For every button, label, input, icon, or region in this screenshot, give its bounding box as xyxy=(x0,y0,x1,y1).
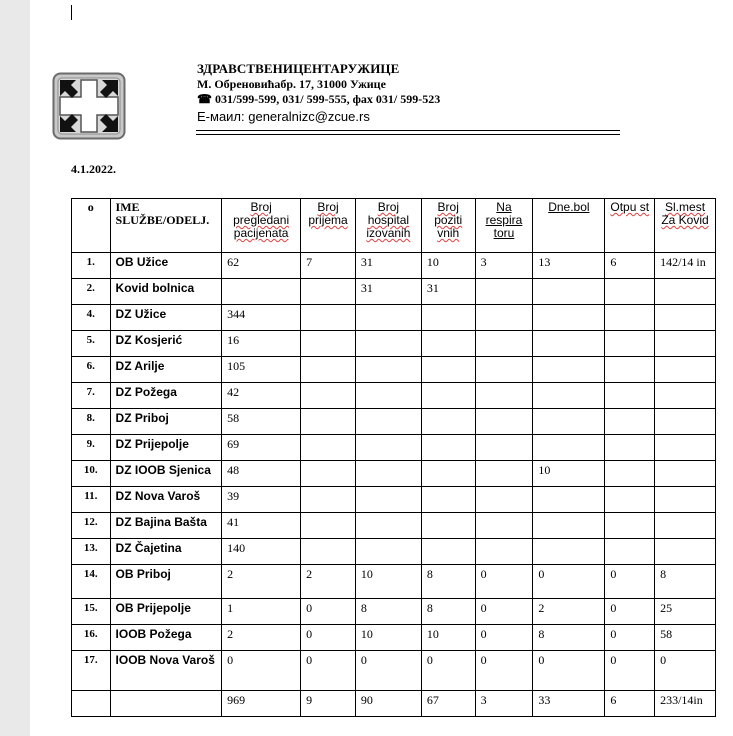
value-cell: 31 xyxy=(355,253,421,279)
department-name-cell: IOOB Nova Varoš xyxy=(110,651,222,691)
header-cell: o xyxy=(72,199,111,253)
value-cell xyxy=(533,383,605,409)
value-cell: 3 xyxy=(475,253,533,279)
header-cell: Broj prijema xyxy=(301,199,356,253)
value-cell xyxy=(301,487,356,513)
value-cell: 0 xyxy=(605,625,655,651)
report-table xyxy=(71,198,716,717)
value-cell: 142/14 in xyxy=(655,253,716,279)
table-row xyxy=(72,409,716,435)
row-number-cell: 13. xyxy=(72,539,111,565)
value-cell xyxy=(475,279,533,305)
value-cell xyxy=(421,305,475,331)
value-cell xyxy=(655,461,716,487)
row-number-cell: 2. xyxy=(72,279,111,305)
header-cell: Broj poziti vnih xyxy=(421,199,475,253)
value-cell: 3 xyxy=(475,691,533,717)
value-cell xyxy=(533,539,605,565)
department-name-cell: DZ Prijepolje xyxy=(110,435,222,461)
value-cell xyxy=(301,409,356,435)
department-name-cell: DZ Nova Varoš xyxy=(110,487,222,513)
value-cell xyxy=(355,331,421,357)
value-cell xyxy=(355,357,421,383)
value-cell: 48 xyxy=(222,461,301,487)
header-cell: Sl.mest Za Kovid xyxy=(655,199,716,253)
value-cell xyxy=(605,357,655,383)
value-cell xyxy=(605,435,655,461)
table-row xyxy=(72,565,716,599)
row-number-cell: 17. xyxy=(72,651,111,691)
value-cell: 0 xyxy=(475,651,533,691)
value-cell xyxy=(355,383,421,409)
row-number-cell: 12. xyxy=(72,513,111,539)
value-cell xyxy=(475,383,533,409)
department-name-cell: OB Prijepolje xyxy=(110,599,222,625)
table-row xyxy=(72,331,716,357)
table-row xyxy=(72,513,716,539)
value-cell xyxy=(421,461,475,487)
value-cell xyxy=(655,539,716,565)
value-cell: 10 xyxy=(533,461,605,487)
row-number-cell: 15. xyxy=(72,599,111,625)
value-cell: 39 xyxy=(222,487,301,513)
header-cell: Broj pregledani pacijenata xyxy=(222,199,301,253)
value-cell: 8 xyxy=(533,625,605,651)
report-date: 4.1.2022. xyxy=(71,162,116,176)
header-cell: Na respira toru xyxy=(475,199,533,253)
header-cell: Otpu st xyxy=(605,199,655,253)
header-rule xyxy=(196,130,620,131)
value-cell xyxy=(301,279,356,305)
row-number-cell: 4. xyxy=(72,305,111,331)
table-row xyxy=(72,487,716,513)
value-cell: 58 xyxy=(222,409,301,435)
value-cell: 0 xyxy=(475,565,533,599)
value-cell: 8 xyxy=(655,565,716,599)
value-cell xyxy=(655,409,716,435)
row-number-cell: 11. xyxy=(72,487,111,513)
value-cell: 16 xyxy=(222,331,301,357)
value-cell xyxy=(421,513,475,539)
value-cell: 1 xyxy=(222,599,301,625)
table-row xyxy=(72,435,716,461)
value-cell xyxy=(533,279,605,305)
text-cursor xyxy=(71,5,72,20)
value-cell: 0 xyxy=(605,651,655,691)
value-cell: 10 xyxy=(421,253,475,279)
value-cell: 0 xyxy=(655,651,716,691)
institution-email: Е-маил: generalnizc@zcue.rs xyxy=(197,109,370,124)
value-cell: 233/14in xyxy=(655,691,716,717)
value-cell xyxy=(605,383,655,409)
department-name-cell: IOOB Požega xyxy=(110,625,222,651)
value-cell: 10 xyxy=(355,625,421,651)
value-cell xyxy=(533,409,605,435)
department-name-cell: DZ IOOB Sjenica xyxy=(110,461,222,487)
table-header-row xyxy=(72,199,716,253)
value-cell xyxy=(655,383,716,409)
row-number-cell: 8. xyxy=(72,409,111,435)
table-row xyxy=(72,383,716,409)
department-name-cell: DZ Kosjerić xyxy=(110,331,222,357)
value-cell: 62 xyxy=(222,253,301,279)
table-row xyxy=(72,461,716,487)
row-number-cell: 1. xyxy=(72,253,111,279)
value-cell: 0 xyxy=(605,599,655,625)
value-cell: 0 xyxy=(605,565,655,599)
value-cell: 0 xyxy=(475,625,533,651)
value-cell xyxy=(605,487,655,513)
value-cell xyxy=(605,513,655,539)
value-cell xyxy=(475,357,533,383)
value-cell: 10 xyxy=(355,565,421,599)
department-name-cell: DZ Priboj xyxy=(110,409,222,435)
value-cell xyxy=(301,331,356,357)
value-cell xyxy=(533,513,605,539)
value-cell xyxy=(301,383,356,409)
value-cell: 25 xyxy=(655,599,716,625)
value-cell: 0 xyxy=(301,599,356,625)
value-cell: 0 xyxy=(355,651,421,691)
value-cell: 6 xyxy=(605,253,655,279)
department-name-cell: DZ Požega xyxy=(110,383,222,409)
row-number-cell: 14. xyxy=(72,565,111,599)
value-cell xyxy=(421,357,475,383)
value-cell: 8 xyxy=(421,565,475,599)
value-cell: 90 xyxy=(355,691,421,717)
department-name-cell xyxy=(110,691,222,717)
value-cell xyxy=(421,435,475,461)
value-cell: 9 xyxy=(301,691,356,717)
header-cell: IME SLUŽBE/ODELJ. xyxy=(110,199,222,253)
table-row xyxy=(72,539,716,565)
value-cell xyxy=(533,357,605,383)
table-row xyxy=(72,599,716,625)
value-cell xyxy=(655,513,716,539)
value-cell: 2 xyxy=(222,565,301,599)
value-cell: 67 xyxy=(421,691,475,717)
value-cell: 10 xyxy=(421,625,475,651)
value-cell: 344 xyxy=(222,305,301,331)
value-cell: 2 xyxy=(301,565,356,599)
value-cell xyxy=(533,435,605,461)
value-cell xyxy=(655,305,716,331)
value-cell xyxy=(533,331,605,357)
table-row xyxy=(72,625,716,651)
value-cell xyxy=(475,305,533,331)
value-cell xyxy=(655,331,716,357)
value-cell xyxy=(475,435,533,461)
department-name-cell: Kovid bolnica xyxy=(110,279,222,305)
row-number-cell: 10. xyxy=(72,461,111,487)
value-cell xyxy=(475,513,533,539)
value-cell xyxy=(355,409,421,435)
table-row xyxy=(72,253,716,279)
table-row xyxy=(72,651,716,691)
value-cell: 31 xyxy=(421,279,475,305)
value-cell: 8 xyxy=(421,599,475,625)
row-number-cell: 16. xyxy=(72,625,111,651)
document-page xyxy=(30,0,733,736)
value-cell xyxy=(533,487,605,513)
table-row xyxy=(72,279,716,305)
department-name-cell: DZ Bajina Bašta xyxy=(110,513,222,539)
value-cell xyxy=(605,409,655,435)
row-number-cell: 5. xyxy=(72,331,111,357)
value-cell: 58 xyxy=(655,625,716,651)
row-number-cell: 7. xyxy=(72,383,111,409)
value-cell: 0 xyxy=(222,651,301,691)
department-name-cell: DZ Arilje xyxy=(110,357,222,383)
value-cell: 13 xyxy=(533,253,605,279)
value-cell xyxy=(355,305,421,331)
value-cell xyxy=(605,331,655,357)
value-cell xyxy=(605,305,655,331)
value-cell: 2 xyxy=(533,599,605,625)
value-cell: 105 xyxy=(222,357,301,383)
value-cell: 6 xyxy=(605,691,655,717)
medical-cross-logo-icon xyxy=(52,72,126,140)
value-cell: 0 xyxy=(475,599,533,625)
value-cell: 0 xyxy=(533,565,605,599)
value-cell xyxy=(605,461,655,487)
value-cell xyxy=(475,539,533,565)
value-cell xyxy=(301,357,356,383)
row-number-cell: 6. xyxy=(72,357,111,383)
header-cell: Broj hospital izovanih xyxy=(355,199,421,253)
value-cell: 969 xyxy=(222,691,301,717)
value-cell: 0 xyxy=(301,625,356,651)
table-row xyxy=(72,691,716,717)
value-cell xyxy=(421,539,475,565)
row-number-cell xyxy=(72,691,111,717)
department-name-cell: OB Užice xyxy=(110,253,222,279)
value-cell: 7 xyxy=(301,253,356,279)
department-name-cell: DZ Čajetina xyxy=(110,539,222,565)
value-cell xyxy=(355,513,421,539)
value-cell xyxy=(475,409,533,435)
row-number-cell: 9. xyxy=(72,435,111,461)
value-cell: 41 xyxy=(222,513,301,539)
value-cell xyxy=(301,305,356,331)
value-cell xyxy=(655,435,716,461)
institution-address: М. Обреновићабр. 17, 31000 Ужице xyxy=(197,77,386,91)
value-cell xyxy=(355,461,421,487)
table-row xyxy=(72,357,716,383)
value-cell: 0 xyxy=(301,651,356,691)
value-cell xyxy=(301,461,356,487)
value-cell xyxy=(421,409,475,435)
department-name-cell: OB Priboj xyxy=(110,565,222,599)
value-cell xyxy=(421,383,475,409)
value-cell: 0 xyxy=(533,651,605,691)
value-cell xyxy=(475,331,533,357)
header-cell: Dne.bol xyxy=(533,199,605,253)
value-cell: 31 xyxy=(355,279,421,305)
institution-phone: ☎ 031/599-599, 031/ 599-555, фах 031/ 599-523 xyxy=(197,92,441,106)
value-cell: 42 xyxy=(222,383,301,409)
value-cell xyxy=(655,487,716,513)
department-name-cell: DZ Užice xyxy=(110,305,222,331)
value-cell xyxy=(421,487,475,513)
value-cell: 8 xyxy=(355,599,421,625)
value-cell xyxy=(301,513,356,539)
value-cell xyxy=(355,539,421,565)
value-cell xyxy=(421,331,475,357)
header-rule xyxy=(196,134,620,135)
value-cell xyxy=(605,279,655,305)
value-cell xyxy=(605,539,655,565)
value-cell: 140 xyxy=(222,539,301,565)
value-cell xyxy=(222,279,301,305)
value-cell xyxy=(355,435,421,461)
value-cell xyxy=(355,487,421,513)
value-cell xyxy=(475,461,533,487)
value-cell xyxy=(655,279,716,305)
value-cell xyxy=(301,435,356,461)
value-cell xyxy=(301,539,356,565)
value-cell xyxy=(533,305,605,331)
institution-name: ЗДРАВСТВЕНИЦЕНТАРУЖИЦЕ xyxy=(197,61,400,76)
value-cell: 2 xyxy=(222,625,301,651)
table-row xyxy=(72,305,716,331)
value-cell xyxy=(475,487,533,513)
value-cell: 0 xyxy=(421,651,475,691)
value-cell xyxy=(655,357,716,383)
value-cell: 33 xyxy=(533,691,605,717)
value-cell: 69 xyxy=(222,435,301,461)
